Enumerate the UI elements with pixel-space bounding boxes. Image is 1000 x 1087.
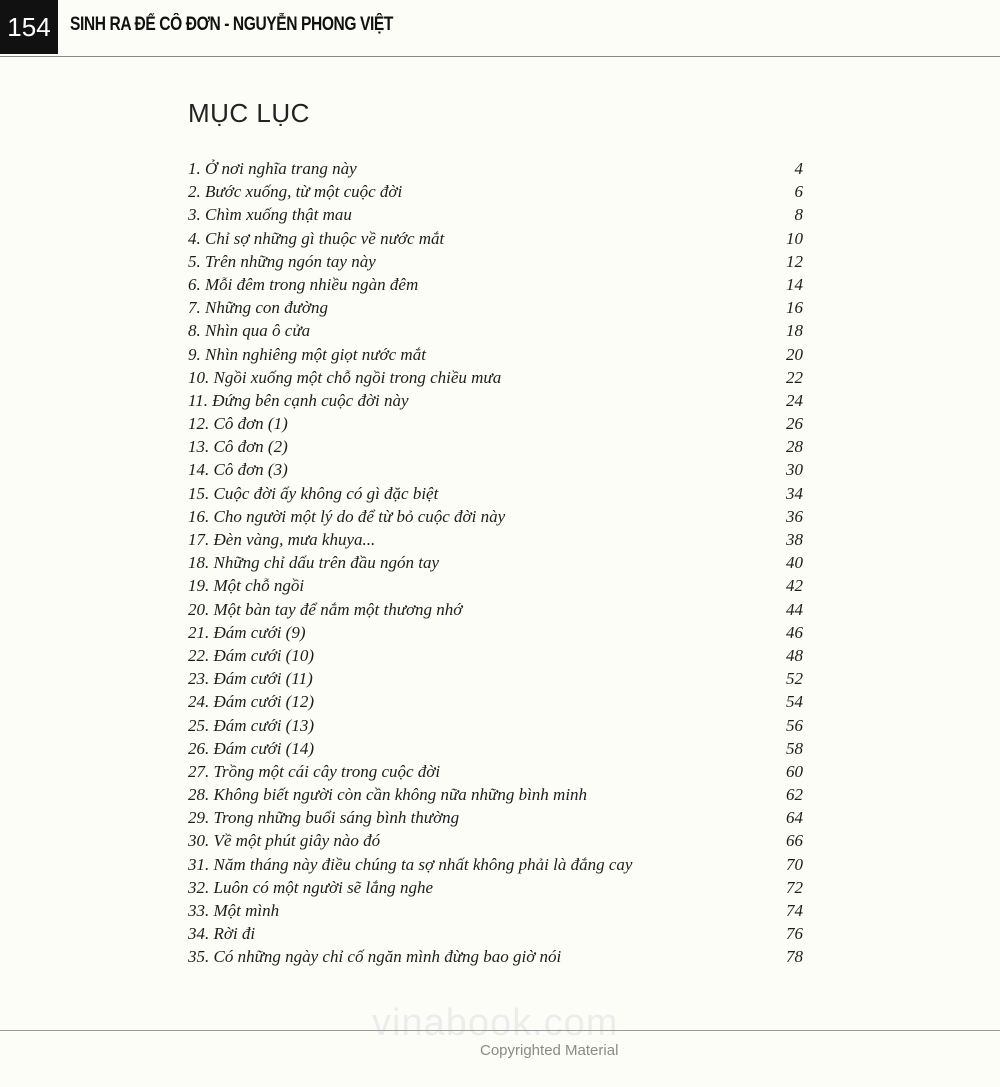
toc-entry-title: 8. Nhìn qua ô cửa [188,321,311,341]
toc-entry-title: 19. Một chỗ ngồi [188,576,305,596]
toc-entry-title: 20. Một bàn tay để nắm một thương nhớ [188,599,463,619]
toc-heading: MỤC LỤC [188,98,310,128]
toc-entry-title: 33. Một mình [188,901,280,920]
toc-entry-title: 3. Chìm xuống thật mau [188,205,352,225]
toc-entry-page: 6 [794,182,803,202]
toc-entry-page: 70 [786,854,803,874]
toc-entry [188,551,803,574]
toc-entry-page: 28 [786,437,803,457]
toc-entry-page: 64 [786,808,803,828]
toc-entry-page: 30 [786,460,803,480]
toc-entry-title: 30. Về một phút giây nào đó [188,831,381,851]
toc-entry [188,505,803,528]
toc-entry-title: 17. Đèn vàng, mưa khuya... [188,530,376,549]
toc-entry [188,319,803,342]
toc-entry-page: 4 [794,159,803,178]
toc-entry [188,574,803,597]
toc-entry-title: 6. Mỗi đêm trong nhiều ngàn đêm [188,274,419,294]
toc-entry [188,250,803,273]
toc-entry-page: 48 [786,645,803,665]
toc-entry [188,945,803,968]
toc-entry [188,644,803,667]
page-header [0,0,1000,57]
toc-entry [188,458,803,481]
toc-entry-page: 42 [786,576,803,596]
toc-entry-page: 10 [786,228,803,248]
toc-entry-page: 24 [786,390,803,410]
toc-entry-title: 23. Đám cưới (11) [188,669,313,689]
toc-entry-page: 78 [786,947,803,967]
toc-entry [188,296,803,319]
toc-entry-title: 21. Đám cưới (9) [188,622,306,642]
toc-entry [188,528,803,551]
toc-entry [188,412,803,435]
toc-entry [188,389,803,412]
toc-entry [188,435,803,458]
toc-entry-title: 13. Cô đơn (2) [188,437,288,457]
toc-entry-title: 9. Nhìn nghiêng một giọt nước mắt [188,344,426,364]
toc-entry-page: 46 [786,622,803,642]
toc-entry-page: 62 [786,785,803,805]
toc-entry-page: 38 [786,530,803,549]
toc-entry-page: 66 [786,831,803,851]
toc-entry [188,737,803,760]
toc-entry-page: 36 [786,506,803,526]
toc-entry [188,273,803,296]
toc-entry-title: 12. Cô đơn (1) [188,414,288,434]
toc-entry-page: 18 [786,321,803,341]
toc-entry-title: 28. Không biết người còn cần không nữa những bình minh [188,785,588,805]
toc-entry [188,829,803,852]
toc-entry [188,922,803,945]
toc-entry-title: 18. Những chỉ dấu trên đầu ngón tay [188,553,440,573]
toc-entry-title: 14. Cô đơn (3) [188,460,288,480]
toc-entry-page: 22 [786,367,803,387]
toc-entry [188,714,803,737]
toc-entry [188,621,803,644]
toc-entry-title: 1. Ở nơi nghĩa trang này [188,159,357,178]
toc-entry [188,203,803,226]
toc-entry-page: 8 [794,205,803,225]
toc-entry-title: 34. Rời đi [188,924,256,944]
toc-entry-page: 58 [786,738,803,758]
toc-entry-page: 34 [786,483,803,503]
copyright-notice: Copyrighted Material [480,1042,619,1059]
toc-entry-title: 22. Đám cưới (10) [188,645,314,665]
toc-entry [188,180,803,203]
toc-entry [188,853,803,876]
toc-entry [188,760,803,783]
toc-entry-title: 32. Luôn có một người sẽ lắng nghe [188,877,433,897]
toc-entry [188,366,803,389]
toc-entry-page: 16 [786,298,803,318]
toc-entry-title: 31. Năm tháng này điều chúng ta sợ nhất không phải là đắng cay [188,854,633,874]
toc-entry-page: 74 [786,901,803,920]
toc-entry [188,899,803,922]
toc-entry-page: 40 [786,553,803,573]
toc-entry [188,482,803,505]
watermark: vinabook.com [372,1002,619,1044]
toc-entry-title: 26. Đám cưới (14) [188,738,314,758]
toc-list [188,157,803,969]
toc-entry-page: 52 [786,669,803,689]
toc-entry-title: 5. Trên những ngón tay này [188,251,376,271]
toc-entry [188,343,803,366]
toc-entry [188,227,803,250]
toc-entry-title: 10. Ngồi xuống một chỗ ngồi trong chiều mưa [188,367,502,387]
toc-entry-page: 54 [786,692,803,712]
toc-entry [188,690,803,713]
toc-entry-page: 26 [786,414,803,434]
toc-entry-page: 56 [786,715,803,735]
toc-entry [188,806,803,829]
toc-entry-title: 25. Đám cưới (13) [188,715,314,735]
toc-entry-title: 29. Trong những buổi sáng bình thường [188,808,460,828]
toc-entry [188,598,803,621]
toc-entry-page: 20 [786,344,803,364]
toc-entry [188,876,803,899]
running-title: SINH RA ĐỂ CÔ ĐƠN - NGUYỄN PHONG VIỆT [70,14,394,35]
toc-entry-title: 7. Những con đường [188,298,329,318]
toc-entry-page: 14 [786,274,803,294]
toc-entry-page: 76 [786,924,803,944]
toc-entry-title: 2. Bước xuống, từ một cuộc đời [188,182,403,202]
toc-entry [188,667,803,690]
toc-entry-title: 16. Cho người một lý do để từ bỏ cuộc đời này [188,506,506,526]
toc-entry-title: 24. Đám cưới (12) [188,692,314,712]
toc-entry-page: 72 [786,877,803,897]
toc-entry-title: 27. Trồng một cái cây trong cuộc đời [188,761,441,781]
toc-entry-title: 15. Cuộc đời ấy không có gì đặc biệt [188,483,439,503]
footer-divider [0,1030,1000,1031]
toc-entry-title: 11. Đứng bên cạnh cuộc đời này [188,390,409,410]
toc-entry [188,783,803,806]
toc-entry-title: 35. Có những ngày chỉ cố ngăn mình đừng bao giờ nói [188,947,562,967]
toc-entry-title: 4. Chỉ sợ những gì thuộc về nước mắt [188,228,445,248]
toc-entry-page: 44 [786,599,803,619]
toc-entry-page: 12 [786,251,803,271]
toc-entry-page: 60 [786,761,803,781]
toc-entry [188,157,803,180]
page-number: 154 [0,0,58,54]
